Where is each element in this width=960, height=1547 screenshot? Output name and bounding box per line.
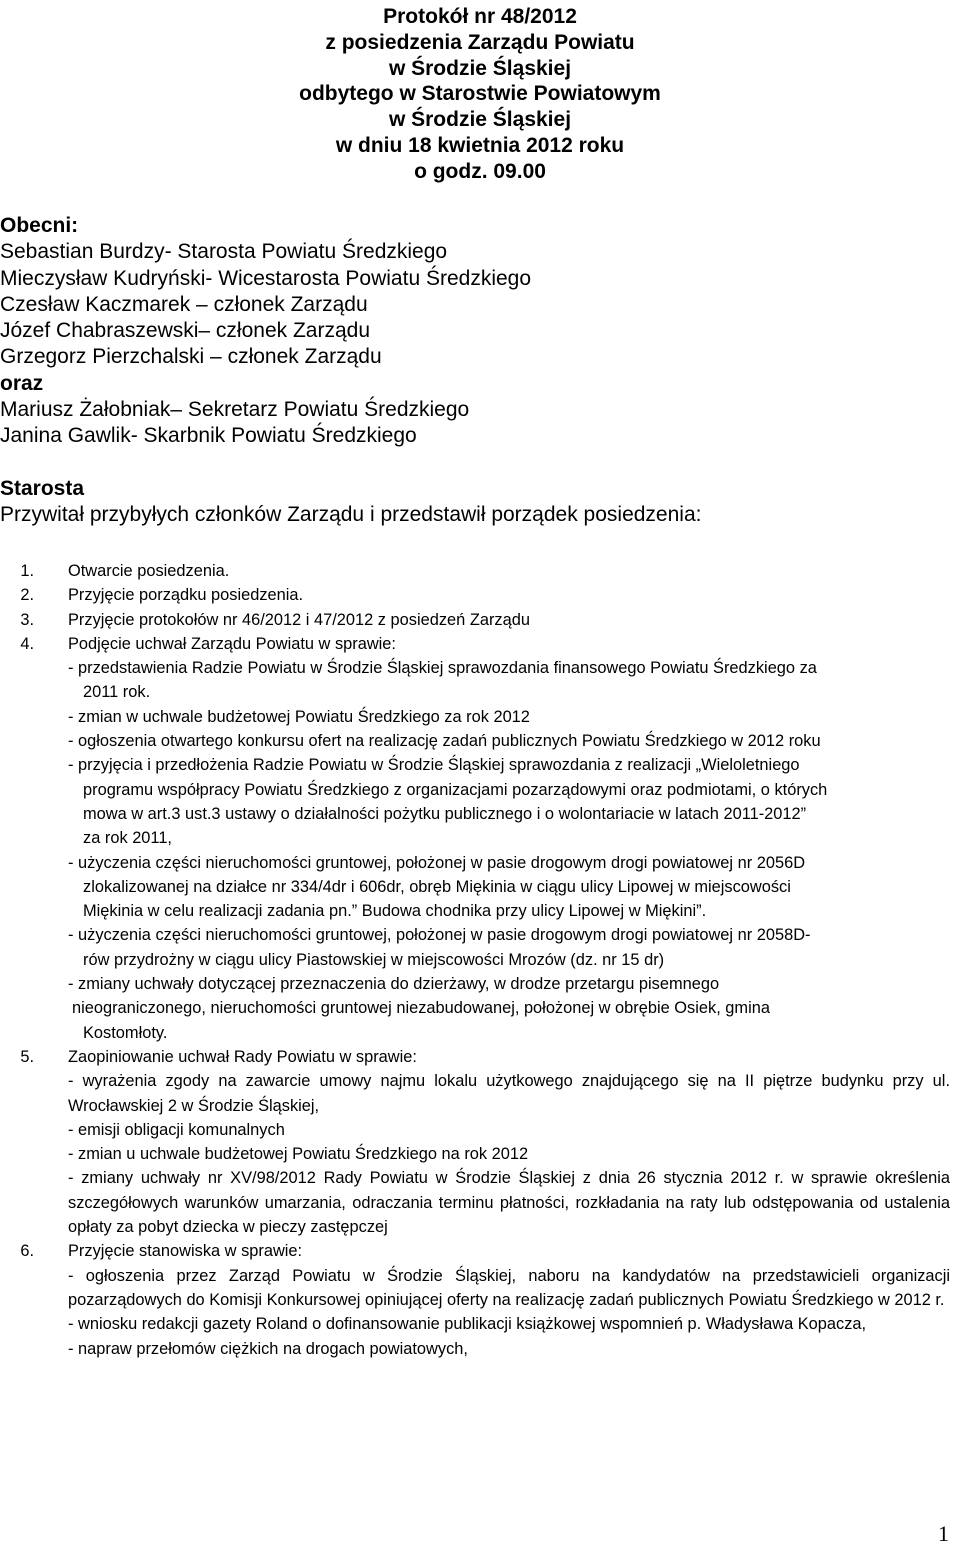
agenda-subitem	[68, 851, 950, 924]
agenda-subitem: - zmian w uchwale budżetowej Powiatu Średzkiego za rok 2012	[68, 707, 530, 726]
page-number: 1	[938, 1521, 949, 1546]
agenda-subitem: - zmiany uchwały nr XV/98/2012 Rady Powiatu w Środzie Śląskiej z dnia 26 stycznia 2012 r. w sprawie określenia szczegółowych warunków umarzania, odraczania terminu płatności, rozkładania na raty lub odstępowania od ustalenia opłaty za pobyt dziecka w pieczy zastępczej	[68, 1169, 950, 1237]
subitem-line: nieograniczonego, nieruchomości gruntowej niezabudowanej, położonej w obrębie Osiek, gmina	[72, 999, 770, 1018]
agenda-item	[0, 632, 950, 656]
agenda-text: Przyjęcie stanowiska w sprawie:	[68, 1242, 303, 1261]
subitem-line: - przyjęcia i przedłożenia Radzie Powiatu w Środzie Śląskiej sprawozdania z realizacji „Wieloletniego	[68, 756, 800, 775]
attendee: Sebastian Burdzy- Starosta Powiatu Średzkiego	[0, 240, 448, 264]
subitem-line: zlokalizowanej na działce nr 334/4dr i 606dr, obręb Miękinia w ciągu ulicy Lipowej w miejscowości	[83, 877, 791, 896]
present-header: Obecni:	[0, 214, 79, 237]
agenda-text: Podjęcie uchwał Zarządu Powiatu w sprawie:	[68, 634, 396, 653]
agenda-subitem: - emisji obligacji komunalnych	[68, 1120, 285, 1139]
agenda-text: Zaopiniowanie uchwał Rady Powiatu w sprawie:	[68, 1047, 417, 1066]
title-line: w Środzie Śląskiej	[388, 108, 572, 132]
agenda-subitem: - napraw przełomów ciężkich na drogach powiatowych,	[68, 1339, 468, 1358]
title-line: odbytego w Starostwie Powiatowym	[299, 82, 661, 106]
attendee: Józef Chabraszewski– członek Zarządu	[0, 319, 371, 343]
attendee: Mieczysław Kudryński- Wicestarosta Powiatu Średzkiego	[0, 266, 532, 290]
title-line: w Środzie Śląskiej	[388, 56, 572, 80]
agenda-item	[0, 1239, 950, 1263]
agenda-item	[0, 559, 950, 583]
title-line: z posiedzenia Zarządu Powiatu	[325, 30, 635, 54]
agenda-list	[0, 559, 950, 1361]
agenda-number: 6.	[20, 1242, 34, 1261]
spacer	[0, 450, 950, 476]
attendee: Czesław Kaczmarek – członek Zarządu	[0, 292, 368, 316]
agenda-subitem: - zmian u uchwale budżetowej Powiatu Średzkiego na rok 2012	[68, 1145, 529, 1164]
agenda-subitem: - ogłoszenia otwartego konkursu ofert na realizację zadań publicznych Powiatu Średzkiego w 2012 roku	[68, 732, 821, 751]
agenda-subitem: - wyrażenia zgody na zawarcie umowy najmu lokalu użytkowego znajdującego się na II piętrze budynku przy ul. Wrocławskiej 2 w Środzie Śląskiej,	[68, 1072, 950, 1115]
subitem-line: za rok 2011,	[83, 829, 172, 848]
agenda-item	[0, 1045, 950, 1069]
title-line: o godz. 09.00	[414, 159, 546, 183]
protocol-title	[0, 4, 960, 185]
subitem-line: Kostomłoty.	[83, 1023, 168, 1042]
subitem-line: mowa w art.3 ust.3 ustawy o działalności pożytku publicznego i o wolontariacie w latach 2011-2012”	[83, 804, 807, 823]
agenda-subitem	[68, 656, 950, 705]
subitem-line: - przedstawienia Radzie Powiatu w Środzie Śląskiej sprawozdania finansowego Powiatu Średzkiego za	[68, 659, 817, 678]
subitem-line: - użyczenia części nieruchomości gruntowej, położonej w pasie drogowym drogi powiatowej nr 2058D-	[68, 926, 811, 945]
starosta-header: Starosta	[0, 476, 85, 500]
attendance-section	[0, 213, 950, 528]
agenda-number: 5.	[20, 1047, 34, 1066]
agenda-subitem	[68, 923, 950, 972]
agenda-item	[0, 583, 950, 607]
agenda-subitem	[68, 753, 950, 850]
subitem-line: - zmiany uchwały dotyczącej przeznaczenia do dzierżawy, w drodze przetargu pisemnego	[68, 975, 720, 994]
attendee: Grzegorz Pierzchalski – członek Zarządu	[0, 345, 382, 369]
agenda-subitem: - wniosku redakcji gazety Roland o dofinansowanie publikacji książkowej wspomnień p. Władysława Kopacza,	[68, 1315, 867, 1334]
agenda-number: 1.	[20, 562, 34, 580]
subitem-line: Miękinia w celu realizacji zadania pn.” Budowa chodnika przy ulicy Lipowej w Miękini”.	[83, 902, 707, 921]
attendee: Janina Gawlik- Skarbnik Powiatu Średzkiego	[0, 424, 417, 448]
subitem-line: programu współpracy Powiatu Średzkiego z organizacjami pozarządowymi oraz podmiotami, o których	[83, 780, 828, 799]
attendee: Mariusz Żałobniak– Sekretarz Powiatu Średzkiego	[0, 398, 470, 422]
title-line: Protokół nr 48/2012	[383, 5, 577, 28]
subitem-line: rów przydrożny w ciągu ulicy Piastowskiej w miejscowości Mrozów (dz. nr 15 dr)	[83, 950, 665, 969]
agenda-subitem: - ogłoszenia przez Zarząd Powiatu w Środzie Śląskiej, naboru na kandydatów na przedstawicieli organizacji pozarządowych do Komisji Konkursowej opiniującej oferty na realizację zadań publicznych Powiatu Średzkiego w 2012 r.	[68, 1266, 950, 1309]
title-line: w dniu 18 kwietnia 2012 roku	[335, 133, 625, 157]
agenda-number: 4.	[20, 634, 34, 653]
agenda-text: Przyjęcie protokołów nr 46/2012 i 47/2012 z posiedzeń Zarządu	[68, 610, 530, 629]
agenda-text: Otwarcie posiedzenia.	[68, 562, 230, 580]
starosta-text: Przywitał przybyłych członków Zarządu i przedstawił porządek posiedzenia:	[0, 502, 702, 526]
agenda-item	[0, 608, 950, 632]
also-present-header: oraz	[0, 371, 44, 395]
agenda-subitem	[68, 972, 950, 1045]
subitem-line: - użyczenia części nieruchomości gruntowej, położonej w pasie drogowym drogi powiatowej nr 2056D	[68, 853, 806, 872]
agenda-text: Przyjęcie porządku posiedzenia.	[68, 586, 304, 605]
subitem-line: 2011 rok.	[83, 683, 151, 702]
agenda-number: 3.	[20, 610, 34, 629]
agenda-number: 2.	[20, 586, 34, 605]
